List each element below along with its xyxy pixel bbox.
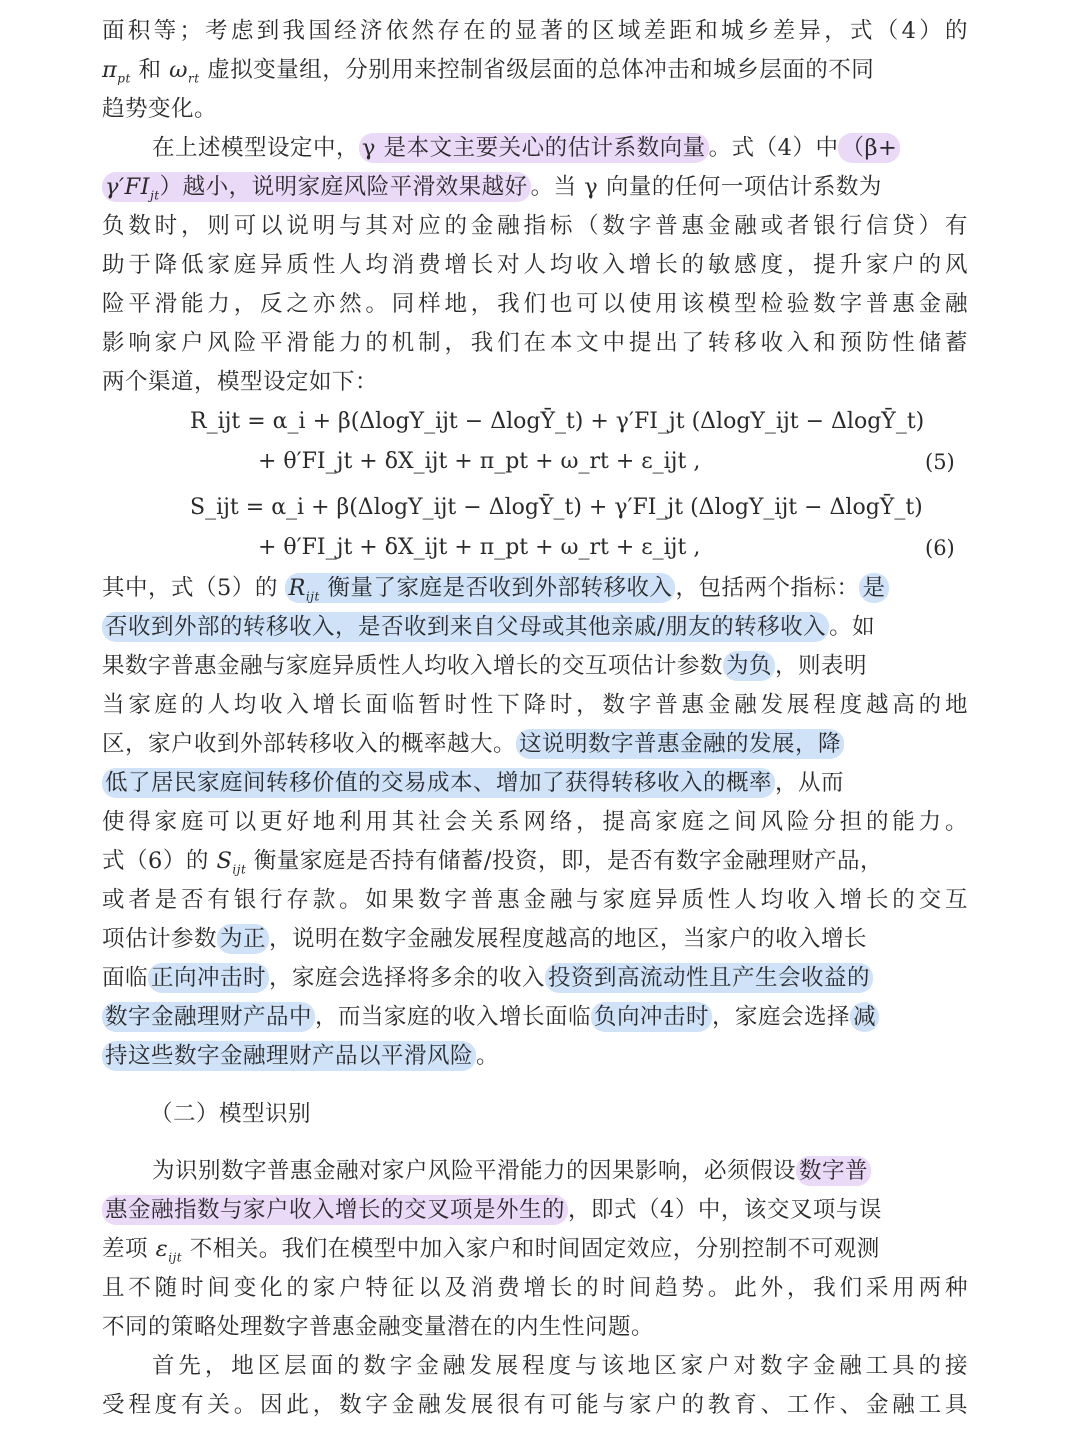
text-line: 助于降低家庭异质性人均消费增长对人均收入增长的敏感度，提升家户的风: [102, 252, 968, 278]
equation-number: (6): [925, 536, 955, 560]
highlight-purple: $\gamma'FI_{jt}$）越小，说明家庭风险平滑效果越好: [102, 172, 531, 202]
highlight-purple: （β+: [838, 133, 900, 163]
text-line: 在上述模型设定中， γ 是本文主要关心的估计系数向量 。式（4）中 （β+: [152, 129, 968, 168]
text-line: 果数字普惠金融与家庭异质性人均收入增长的交互项估计参数 为负 ，则表明: [102, 653, 868, 679]
equation-6-line-2: + θ′FI_jt + δX_ijt + π_pt + ω_rt + ε_ijt ,: [258, 535, 701, 560]
text-line: 或者是否有银行存款。如果数字普惠金融与家庭异质性人均收入增长的交互: [102, 887, 968, 913]
highlight-purple: γ 是本文主要关心的估计系数向量: [359, 133, 709, 163]
text-line: 为识别数字普惠金融对家户风险平滑能力的因果影响，必须假设 数字普: [152, 1152, 968, 1191]
text-line: 且不随时间变化的家户特征以及消费增长的时间趋势。此外，我们采用两种: [102, 1275, 968, 1301]
highlight-blue: 数字金融理财产品中: [102, 1002, 315, 1032]
section-heading: （二）模型识别: [150, 1101, 312, 1127]
text-line: 面积等；考虑到我国经济依然存在的显著的区域差距和城乡差异，式（4）的: [102, 18, 968, 44]
text-line: 持这些数字金融理财产品以平滑风险 。: [102, 1037, 968, 1076]
highlight-purple: 惠金融指数与家户收入增长的交叉项是外生的: [102, 1195, 568, 1225]
text-line: 低了居民家庭间转移价值的交易成本、增加了获得转移收入的概率 ，从而: [102, 764, 968, 803]
text-line: 险平滑能力，反之亦然。同样地，我们也可以使用该模型检验数字普惠金融: [102, 291, 968, 317]
text-line: 其中，式（5）的 $R_{ijt}$ 衡量了家庭是否收到外部转移收入 ，包括两个指标： 是: [102, 569, 968, 608]
text-line: 数字金融理财产品中 ，而当家庭的收入增长面临 负向冲击时 ，家庭会选择 减: [102, 998, 968, 1037]
highlight-blue: 为负: [723, 651, 775, 681]
text-line: 不同的策略处理数字普惠金融变量潜在的内生性问题。: [102, 1314, 655, 1340]
highlight-blue: 正向冲击时: [148, 963, 269, 993]
text-line: $\gamma'FI_{jt}$）越小，说明家庭风险平滑效果越好 。当 γ 向量的任何一项估计系数为: [102, 168, 968, 207]
text-line: 受程度有关。因此，数字金融发展很有可能与家户的教育、工作、金融工具: [102, 1392, 968, 1418]
highlight-blue: 为正: [217, 924, 269, 954]
text-line: 式（6）的 $S_{ijt}$ 衡量家庭是否持有储蓄/投资，即，是否有数字金融理财产品，: [102, 848, 884, 877]
highlight-blue: 否收到外部的转移收入，是否收到来自父母或其他亲戚/朋友的转移收入: [102, 612, 829, 642]
text-line: 首先，地区层面的数字金融发展程度与该地区家户对数字金融工具的接: [152, 1353, 968, 1379]
text-line: 差项 $\varepsilon_{ijt}$ 不相关。我们在模型中加入家户和时间固定效应，分别控制不可观测: [102, 1236, 880, 1265]
highlight-blue: 低了居民家庭间转移价值的交易成本、增加了获得转移收入的概率: [102, 768, 775, 798]
text-line: 趋势变化。: [102, 96, 218, 122]
text-line: 面临 正向冲击时 ，家庭会选择将多余的收入 投资到高流动性且产生会收益的: [102, 959, 968, 998]
text-line: 使得家庭可以更好地利用其社会关系网络，提高家庭之间风险分担的能力。: [102, 809, 968, 835]
text-line: 否收到外部的转移收入，是否收到来自父母或其他亲戚/朋友的转移收入 。如: [102, 608, 968, 647]
text-line: $\pi_{pt}$ 和 $\omega_{rt}$ 虚拟变量组，分别用来控制省级层面的总体冲击和城乡层面的不同: [102, 57, 875, 86]
text-line: 影响家户风险平滑能力的机制，我们在本文中提出了转移收入和预防性储蓄: [102, 330, 968, 356]
text-line: 惠金融指数与家户收入增长的交叉项是外生的 ，即式（4）中，该交叉项与误: [102, 1191, 968, 1230]
highlight-blue: $R_{ijt}$ 衡量了家庭是否收到外部转移收入: [285, 573, 675, 603]
highlight-blue: 这说明数字普惠金融的发展，降: [516, 729, 844, 759]
highlight-blue: 投资到高流动性且产生会收益的: [545, 963, 873, 993]
highlight-purple: 数字普: [796, 1156, 871, 1186]
highlight-blue: 是: [859, 573, 888, 603]
text-line: 两个渠道，模型设定如下：: [102, 369, 379, 395]
equation-number: (5): [925, 450, 955, 474]
text-line: 区，家户收到外部转移收入的概率越大。 这说明数字普惠金融的发展，降: [102, 725, 968, 764]
text-line: 负数时，则可以说明与其对应的金融指标（数字普惠金融或者银行信贷）有: [102, 213, 968, 239]
highlight-blue: 持这些数字金融理财产品以平滑风险: [102, 1041, 476, 1071]
equation-5-line-2: + θ′FI_jt + δX_ijt + π_pt + ω_rt + ε_ijt ,: [258, 449, 701, 474]
highlight-blue: 负向冲击时: [591, 1002, 712, 1032]
highlight-blue: 减: [850, 1002, 879, 1032]
equation-5-line-1: R_ijt = α_i + β(ΔlogY_ijt − ΔlogȲ_t) + γ′FI_jt (ΔlogY_ijt − ΔlogȲ_t): [190, 409, 925, 434]
text-line: 项估计参数 为正 ，说明在数字金融发展程度越高的地区，当家户的收入增长: [102, 926, 868, 952]
text-line: 当家庭的人均收入增长面临暂时性下降时，数字普惠金融发展程度越高的地: [102, 692, 968, 718]
equation-6-line-1: S_ijt = α_i + β(ΔlogY_ijt − ΔlogȲ_t) + γ′FI_jt (ΔlogY_ijt − ΔlogȲ_t): [190, 495, 923, 520]
